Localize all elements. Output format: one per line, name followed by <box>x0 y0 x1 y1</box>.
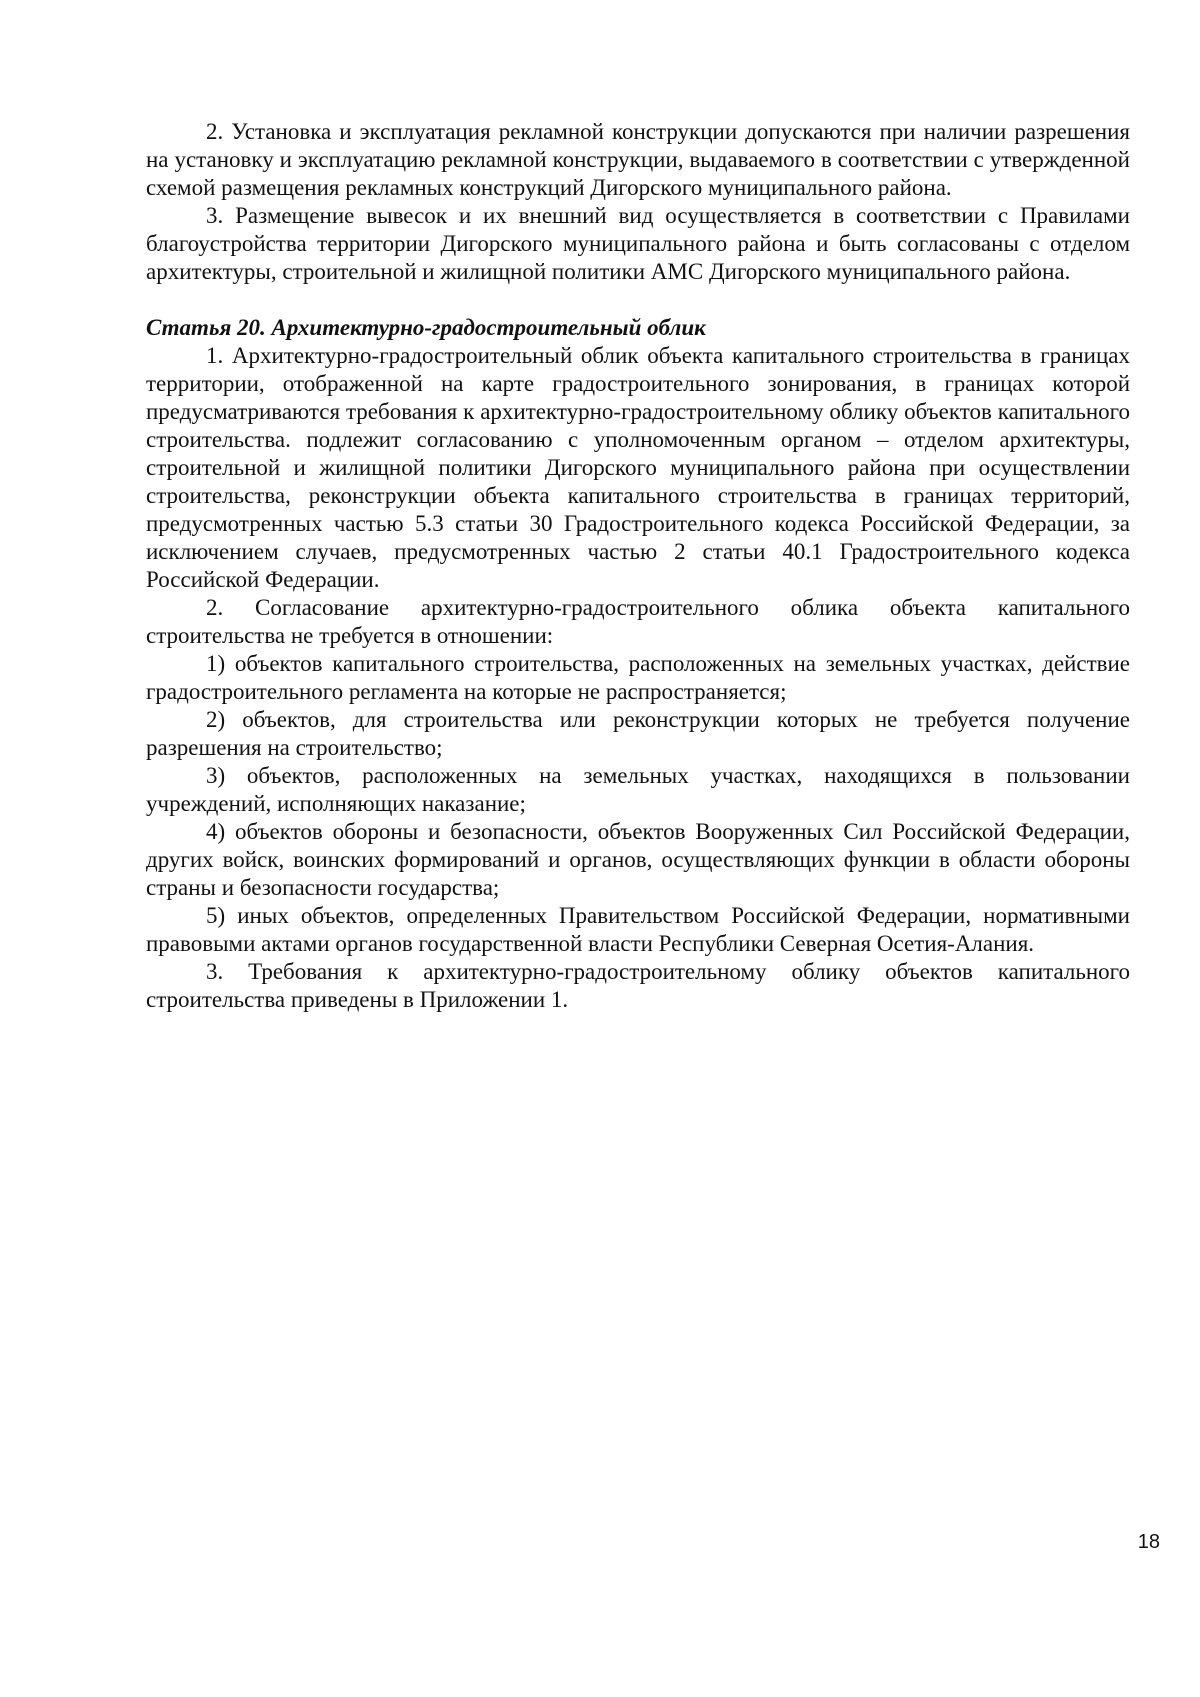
article-list-item-4: 4) объектов обороны и безопасности, объектов Вооруженных Сил Российской Федерации, других войск, воинских формирований и органов, осуществляющих функции в области обороны страны и безопасности государства; <box>146 819 1130 900</box>
article-list-item-1: 1) объектов капитального строительства, расположенных на земельных участках, действие градостроительного регламента на которые не распространяется; <box>146 651 1130 704</box>
article-heading: Статья 20. Архитектурно-градостроительный облик <box>146 315 706 340</box>
article-list-item-3: 3) объектов, расположенных на земельных участках, находящихся в пользовании учреждений, исполняющих наказание; <box>146 763 1130 816</box>
article-paragraph-1: 1. Архитектурно-градостроительный облик объекта капитального строительства в границах территории, отображенной на карте градостроительного зонирования, в границах которой предусматриваются требования к архитектурно-градостроительному облику объектов капитального строительства. подлежит согласованию с уполномоченным органом – отделом архитектуры, строительной и жилищной политики Дигорского муниципального района при осуществлении строительства, реконструкции объекта капитального строительства в границах территорий, предусмотренных частью 5.3 статьи 30 Градостроительного кодекса Российской Федерации, за исключением случаев, предусмотренных частью 2 статьи 40.1 Градостроительного кодекса Российской Федерации. <box>146 343 1130 592</box>
paragraph-advertising-permit: 2. Установка и эксплуатация рекламной конструкции допускаются при наличии разрешения на установку и эксплуатацию рекламной конструкции, выдаваемого в соответствии с утвержденной схемой размещения рекламных конструкций Дигорского муниципального района. <box>146 119 1130 200</box>
article-paragraph-2: 2. Согласование архитектурно-градостроительного облика объекта капитального строительства не требуется в отношении: <box>146 595 1130 648</box>
document-body <box>146 118 1130 1014</box>
page-number: 18 <box>1137 1531 1160 1553</box>
article-list-item-5: 5) иных объектов, определенных Правительством Российской Федерации, нормативными правовыми актами органов государственной власти Республики Северная Осетия-Алания. <box>146 903 1130 956</box>
article-list-item-2: 2) объектов, для строительства или реконструкции которых не требуется получение разрешения на строительство; <box>146 707 1130 760</box>
section-spacer <box>146 286 1130 314</box>
paragraph-signboards: 3. Размещение вывесок и их внешний вид осуществляется в соответствии с Правилами благоустройства территории Дигорского муниципального района и быть согласованы с отделом архитектуры, строительной и жилищной политики АМС Дигорского муниципального района. <box>146 203 1130 284</box>
article-paragraph-3: 3. Требования к архитектурно-градостроительному облику объектов капитального строительства приведены в Приложении 1. <box>146 959 1130 1012</box>
